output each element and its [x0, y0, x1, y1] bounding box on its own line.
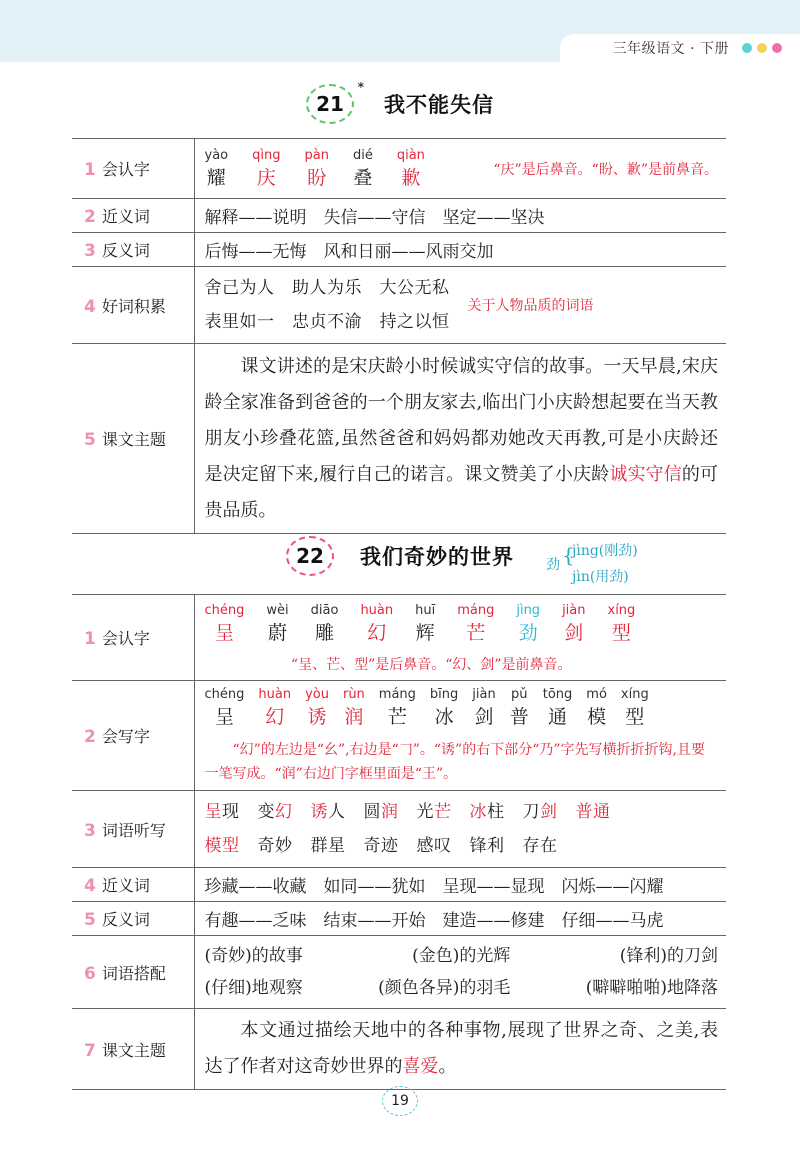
dictation-word: 圆润 [363, 802, 399, 822]
char-row [205, 147, 449, 191]
hanzi: 剑 [474, 705, 494, 728]
pinyin: pàn [304, 147, 329, 163]
lesson-21-number-badge [306, 80, 364, 124]
table-row [72, 791, 726, 868]
char-cell [397, 147, 425, 191]
pinyin: rùn [342, 686, 365, 702]
pinyin: jiàn [472, 686, 496, 702]
collocation-line: (仔细)地观察 (颜色各异)的羽毛 (噼噼啪啪)地降落 [204, 978, 718, 998]
char-cell [379, 686, 416, 730]
row-label: 5 反义词 [72, 902, 194, 936]
char-cell [586, 686, 607, 730]
char-row [205, 686, 719, 730]
char-cell [510, 686, 529, 730]
lesson-21-name: 我不能失信 [384, 93, 494, 117]
antonyms-cell: 有趣——乏味 结束——开始 建造——修建 仔细——马虎 [194, 902, 726, 936]
pinyin: yòu [305, 686, 329, 702]
hanzi: 耀 [206, 166, 226, 189]
row-label: 6 词语搭配 [72, 936, 194, 1009]
dictation-word: 刀剑 [522, 802, 558, 822]
pinyin: pǔ [510, 686, 528, 702]
dictation-word: 锋利 [469, 836, 505, 856]
row-label: 5 课文主题 [72, 344, 194, 534]
table-row [72, 936, 726, 1009]
lesson-22-number-badge [286, 536, 334, 576]
row-label: 4 好词积累 [72, 267, 194, 344]
pronunciation-note: “呈、芒、型”是后鼻音。“幻、剑”是前鼻音。 [290, 656, 572, 673]
pinyin: xíng [620, 686, 649, 702]
char-cell [543, 686, 573, 730]
dictation-line [205, 795, 719, 829]
decor-dot-2 [757, 43, 767, 53]
pinyin: qiàn [396, 147, 425, 163]
hanzi: 幻 [265, 705, 285, 728]
dictation-word: 感叹 [416, 836, 452, 856]
lesson-21-star: * [357, 80, 364, 94]
jin-note-2: jìn(用劲) [572, 569, 629, 585]
hanzi: 通 [548, 705, 568, 728]
lesson-21-title [0, 80, 800, 124]
synonyms-cell: 解释——说明 失信——守信 坚定——坚决 [194, 199, 726, 233]
table-row [72, 902, 726, 936]
pronunciation-note: “庆”是后鼻音。“盼、歉”是前鼻音。 [493, 161, 718, 178]
row-label: 1 会认字 [72, 139, 194, 199]
row-label: 2 会写字 [72, 681, 194, 791]
dictation-word: 存在 [522, 836, 558, 856]
char-cell [205, 147, 229, 191]
pinyin: huī [415, 602, 436, 618]
lesson-22-number: 22 [296, 544, 324, 568]
pinyin: wèi [266, 602, 289, 618]
char-cell [266, 602, 288, 646]
char-cell [252, 147, 280, 191]
char-cell [457, 602, 494, 646]
jin-note-1: jìng(刚劲) [572, 543, 638, 559]
pinyin: máng [457, 602, 495, 618]
brace-icon: { [562, 543, 575, 567]
row-label: 2 近义词 [72, 199, 194, 233]
char-cell [472, 686, 495, 730]
char-cell [343, 686, 365, 730]
hanzi: 呈 [214, 705, 234, 728]
char-cell [562, 602, 585, 646]
char-cell [430, 686, 458, 730]
antonyms-cell: 后悔——无悔 风和日丽——风雨交加 [194, 233, 726, 267]
lesson-21-number: 21 [316, 92, 344, 116]
page-number: 19 [382, 1086, 418, 1116]
theme-cell [194, 344, 726, 534]
pinyin: huàn [258, 686, 292, 702]
char-cell [304, 147, 328, 191]
table-row [72, 344, 726, 534]
pinyin: mó [586, 686, 607, 702]
row-label: 3 词语听写 [72, 791, 194, 868]
hanzi: 呈 [214, 621, 234, 644]
theme-cell [194, 1009, 726, 1090]
pinyin: chéng [204, 686, 245, 702]
pinyin: máng [378, 686, 416, 702]
hanzi: 蔚 [268, 621, 288, 644]
theme-highlight: 诚实守信 [609, 463, 682, 485]
recognize-chars-cell [194, 139, 726, 199]
hanzi: 普 [509, 705, 529, 728]
hanzi: 劲 [518, 621, 538, 644]
row-label: 1 会认字 [72, 595, 194, 681]
char-cell [205, 602, 245, 646]
row-label: 3 反义词 [72, 233, 194, 267]
char-cell [360, 602, 393, 646]
lesson-22-title [0, 536, 800, 576]
hanzi: 盼 [307, 166, 327, 189]
hanzi: 诱 [307, 705, 327, 728]
good-words-line: 舍己为人 助人为乐 大公无私 [204, 278, 450, 298]
char-cell [205, 686, 245, 730]
pinyin: jiàn [562, 602, 586, 618]
good-words-cell [194, 267, 726, 344]
table-row [72, 267, 726, 344]
table-row [72, 868, 726, 902]
char-cell [608, 602, 636, 646]
row-label: 7 课文主题 [72, 1009, 194, 1090]
char-cell [415, 602, 435, 646]
char-cell [353, 147, 373, 191]
hanzi: 剑 [564, 621, 584, 644]
hanzi: 叠 [353, 166, 373, 189]
dictation-word: 变幻 [257, 802, 293, 822]
pinyin: xíng [607, 602, 636, 618]
pinyin: bīng [429, 686, 459, 702]
hanzi: 冰 [434, 705, 454, 728]
hanzi: 模 [587, 705, 607, 728]
dictation-word: 诱人 [310, 802, 346, 822]
theme-highlight: 喜爱 [402, 1056, 439, 1077]
hanzi: 庆 [256, 166, 276, 189]
synonyms-cell: 珍藏——收藏 如同——犹如 呈现——显现 闪烁——闪耀 [194, 868, 726, 902]
hanzi: 型 [611, 621, 631, 644]
lesson-22-table [72, 594, 726, 1090]
writing-note: “幻”的左边是“幺”,右边是“𠃌”。“诱”的右下部分“乃”字先写横折折折钩,且要一笔写成。“润”右边门字框里面是“王”。 [204, 741, 705, 782]
decor-dot-1 [742, 43, 752, 53]
hanzi: 型 [625, 705, 645, 728]
collocation-cell [194, 936, 726, 1009]
pinyin: huàn [360, 602, 394, 618]
hanzi: 幻 [367, 621, 387, 644]
hanzi: 歉 [401, 166, 421, 189]
dictation-word: 冰柱 [469, 802, 505, 822]
decor-dot-3 [772, 43, 782, 53]
dictation-word: 奇妙 [257, 836, 293, 856]
dictation-word: 普通 [575, 802, 611, 822]
dictation-line [205, 829, 719, 863]
row-label: 4 近义词 [72, 868, 194, 902]
book-header [560, 34, 800, 62]
table-row [72, 233, 726, 267]
good-words-note: 关于人物品质的词语 [467, 298, 594, 314]
table-row [72, 139, 726, 199]
dictation-word: 呈现 [204, 802, 240, 822]
table-row [72, 681, 726, 791]
pinyin: diāo [310, 602, 339, 618]
write-chars-cell [194, 681, 726, 791]
char-cell [621, 686, 649, 730]
recognize-chars-cell [194, 595, 726, 681]
dictation-word: 光芒 [416, 802, 452, 822]
dictation-word: 群星 [310, 836, 346, 856]
theme-paragraph: 课文讲述的是宋庆龄小时候诚实守信的故事。一天早晨,宋庆龄全家准备到爸爸的一个朋友家去,临出门小庆龄想起要在当天教朋友小珍叠花篮,虽然爸爸和妈妈都劝她改天再教,可是小庆龄还是决定留下来,履行自己的诺言。课文赞美了小庆龄诚实守信的可贵品质。 [204, 355, 718, 521]
char-cell [258, 686, 291, 730]
table-row [72, 595, 726, 681]
good-words-line: 表里如一 忠贞不渝 持之以恒 [204, 312, 450, 332]
pinyin: dié [352, 147, 373, 163]
pinyin: jìng [516, 602, 541, 618]
pinyin: chéng [204, 602, 245, 618]
dictation-word: 模型 [204, 836, 240, 856]
dictation-cell [194, 791, 726, 868]
pinyin: tōng [542, 686, 573, 702]
char-cell [516, 602, 540, 646]
theme-paragraph: 本文通过描绘天地中的各种事物,展现了世界之奇、之美,表达了作者对这奇妙世界的喜爱。 [204, 1020, 718, 1077]
hanzi: 辉 [415, 621, 435, 644]
char-cell [305, 686, 329, 730]
jin-note-char: 劲 [546, 557, 560, 573]
hanzi: 雕 [315, 621, 335, 644]
hanzi: 润 [344, 705, 364, 728]
table-row [72, 199, 726, 233]
dictation-word: 奇迹 [363, 836, 399, 856]
lesson-21-table [72, 138, 726, 534]
hanzi: 芒 [387, 705, 407, 728]
book-title: 三年级语文 · 下册 [612, 41, 729, 57]
pinyin: qìng [252, 147, 281, 163]
table-row [72, 1009, 726, 1090]
char-cell [311, 602, 339, 646]
lesson-22-name: 我们奇妙的世界 [360, 545, 514, 569]
hanzi: 芒 [466, 621, 486, 644]
pinyin: yào [204, 147, 229, 163]
collocation-line: (奇妙)的故事 (金色)的光辉 (锋利)的刀剑 [204, 946, 718, 966]
char-row [205, 602, 719, 646]
